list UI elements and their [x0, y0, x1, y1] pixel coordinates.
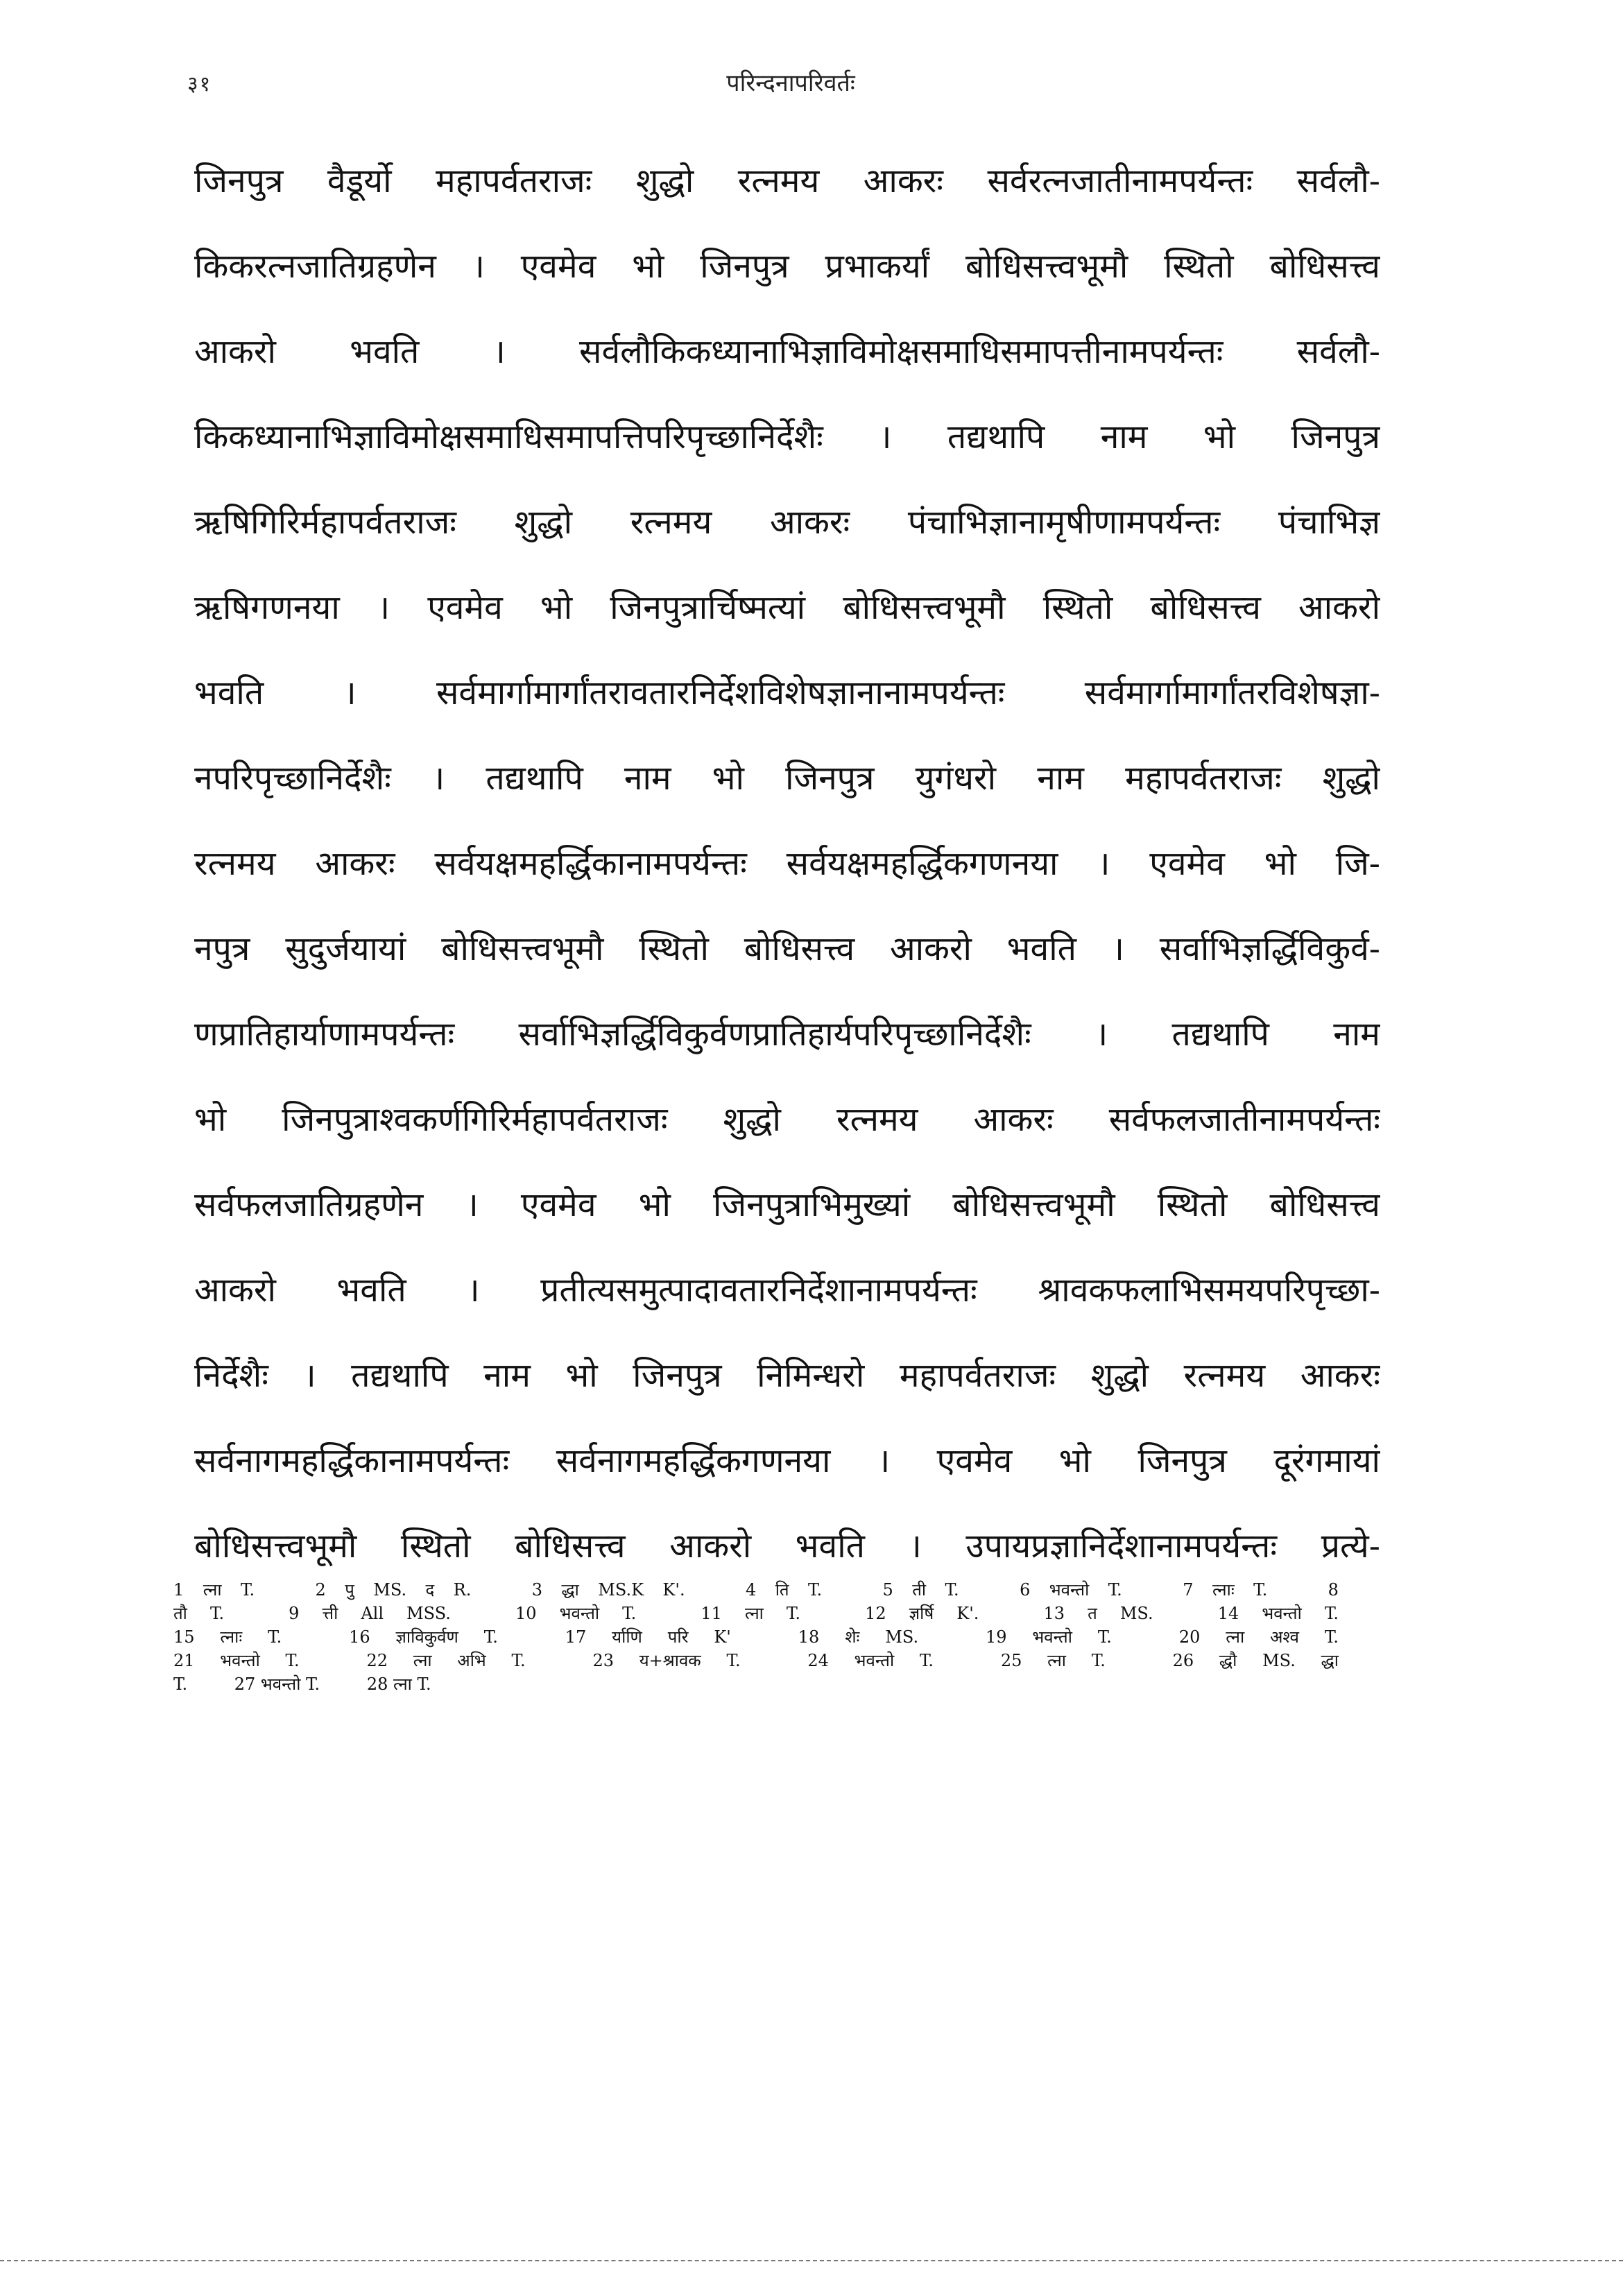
text-line: भो जिनपुत्राश्वकर्णगिरिर्महापर्वतराजः शुद्धो रत्नमय आकरः सर्वफलजातीनामपर्यन्तः: [194, 1100, 1380, 1139]
text-line: नपुत्र सुदुर्जयायां बोधिसत्त्वभूमौ स्थितो बोधिसत्त्व आकरो भवति । सर्वाभिज्ञर्द्धिविकुर्व-: [194, 929, 1380, 968]
footnote: 23 य+श्रावक T.: [592, 1651, 741, 1670]
footnote-line: [173, 1649, 1380, 1672]
footnote: 9 त्ती All MSS.: [289, 1604, 451, 1623]
footnote-line: [173, 1625, 1380, 1649]
text-line: किकरत्नजातिग्रहणेन । एवमेव भो जिनपुत्र प्रभाकर्यां बोधिसत्त्वभूमौ स्थितो बोधिसत्त्व: [194, 247, 1380, 286]
footnote: 18 शेः MS.: [798, 1627, 919, 1647]
text-line: आकरो भवति । सर्वलौकिकध्यानाभिज्ञाविमोक्षसमाधिसमापत्तीनामपर्यन्तः सर्वलौ-: [194, 332, 1380, 371]
text-line: ऋषिगणनया । एवमेव भो जिनपुत्रार्चिष्मत्यां बोधिसत्त्वभूमौ स्थितो बोधिसत्त्व आकरो: [194, 588, 1380, 627]
text-line: निर्देशैः । तद्यथापि नाम भो जिनपुत्र निमिन्धरो महापर्वतराजः शुद्धो रत्नमय आकरः: [194, 1356, 1380, 1395]
footnote: 25 त्ना T.: [1000, 1651, 1106, 1670]
footnote: 28 त्ना T.: [366, 1674, 431, 1694]
running-head: परिन्दनापरिवर्तः: [726, 69, 855, 97]
footnote: 8: [1328, 1580, 1339, 1600]
footnote: 15 त्नाः T.: [173, 1627, 282, 1647]
page-number: ३१: [187, 72, 212, 96]
footnote: 11 त्ना T.: [701, 1604, 801, 1623]
footnote: 3 द्धा MS.K K'.: [531, 1580, 685, 1600]
footnote: 4 ति T.: [746, 1580, 823, 1600]
footnote: 2 पु MS. द R.: [315, 1580, 472, 1600]
text-line: भवति । सर्वमार्गामार्गांतरावतारनिर्देशविशेषज्ञानानामपर्यन्तः सर्वमार्गामार्गांतरविशेषज्ञा-: [194, 674, 1380, 712]
footnote: 19 भवन्तो T.: [985, 1627, 1112, 1647]
footnote: 22 त्ना अभि T.: [366, 1651, 526, 1670]
text-line: ऋषिगिरिर्महापर्वतराजः शुद्धो रत्नमय आकरः पंचाभिज्ञानामृषीणामपर्यन्तः पंचाभिज्ञ: [194, 503, 1380, 542]
footnote: 5 ती T.: [882, 1580, 959, 1600]
footnote: 21 भवन्तो T.: [173, 1651, 300, 1670]
text-line: सर्वनागमहर्द्धिकानामपर्यन्तः सर्वनागमहर्द्धिकगणनया । एवमेव भो जिनपुत्र दूरंगमायां: [194, 1441, 1380, 1480]
footnote: 13 त MS.: [1043, 1604, 1153, 1623]
footnote: T.: [173, 1674, 188, 1694]
footnote-line: [173, 1602, 1380, 1625]
footnotes: [173, 1578, 1380, 1696]
main-text: [194, 139, 1380, 1589]
text-line: किकध्यानाभिज्ञाविमोक्षसमाधिसमापत्तिपरिपृच्छानिर्देशैः । तद्यथापि नाम भो जिनपुत्र: [194, 418, 1380, 456]
footnote: 7 त्नाः T.: [1183, 1580, 1268, 1600]
footnote: 1 त्ना T.: [173, 1580, 255, 1600]
footnote-line: [173, 1672, 1380, 1696]
page-header: [187, 66, 1394, 108]
footnote: 26 द्धौ MS. द्धा: [1172, 1651, 1339, 1670]
footnote: 10 भवन्तो T.: [515, 1604, 637, 1623]
text-line: णप्रातिहार्याणामपर्यन्तः सर्वाभिज्ञर्द्धिविकुर्वणप्रातिहार्यपरिपृच्छानिर्देशैः । तद्यथापि नाम: [194, 1015, 1380, 1054]
text-line: रत्नमय आकरः सर्वयक्षमहर्द्धिकानामपर्यन्तः सर्वयक्षमहर्द्धिकगणनया । एवमेव भो जि-: [194, 844, 1380, 883]
footnote: 6 भवन्तो T.: [1020, 1580, 1122, 1600]
text-line: बोधिसत्त्वभूमौ स्थितो बोधिसत्त्व आकरो भवति । उपायप्रज्ञानिर्देशानामपर्यन्तः प्रत्ये-: [194, 1527, 1380, 1566]
footnote: तौ T.: [173, 1604, 225, 1623]
text-line: नपरिपृच्छानिर्देशैः । तद्यथापि नाम भो जिनपुत्र युगंधरो नाम महापर्वतराजः शुद्धो: [194, 759, 1380, 798]
text-line: जिनपुत्र वैडूर्यो महापर्वतराजः शुद्धो रत्नमय आकरः सर्वरत्नजातीनामपर्यन्तः सर्वलौ-: [194, 162, 1380, 200]
footnote: 12 ज्ञर्षि K'.: [865, 1604, 979, 1623]
footnote: 24 भवन्तो T.: [807, 1651, 934, 1670]
footnote: 14 भवन्तो T.: [1217, 1604, 1339, 1623]
footnote-line: [173, 1578, 1380, 1602]
text-line: आकरो भवति । प्रतीत्यसमुत्पादावतारनिर्देशानामपर्यन्तः श्रावकफलाभिसमयपरिपृच्छा-: [194, 1271, 1380, 1310]
footnote: 20 त्ना अश्व T.: [1178, 1627, 1339, 1647]
text-line: सर्वफलजातिग्रहणेन । एवमेव भो जिनपुत्राभिमुख्यां बोधिसत्त्वभूमौ स्थितो बोधिसत्त्व: [194, 1185, 1380, 1224]
footnote: 17 र्याणि परि K': [565, 1627, 731, 1647]
footnote: 16 ज्ञाविकुर्वण T.: [349, 1627, 498, 1647]
scan-edge-rule: [0, 2260, 1623, 2261]
footnote: 27 भवन्तो T.: [234, 1674, 320, 1694]
